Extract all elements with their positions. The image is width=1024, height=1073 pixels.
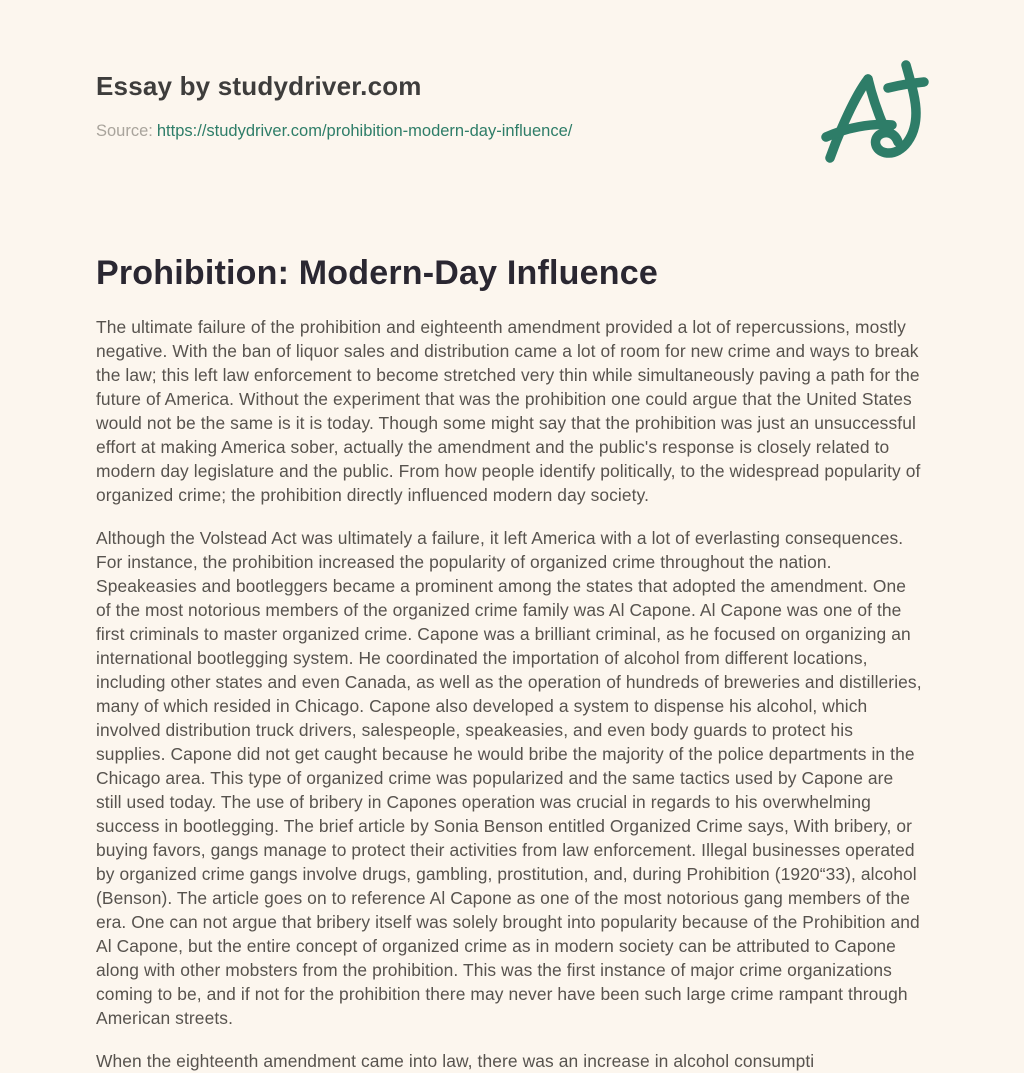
site-heading: Essay by studydriver.com — [96, 71, 422, 101]
essay-paragraph-2: Although the Volstead Act was ultimately a failure, it left America with a lot of everlasting consequences. For instance, the prohibition increased the popularity of organized crime throughout the nation. Speakeasies and bootleggers became a prominent among the states that adopted the amendment. One of the most notorious members of the organized crime family was Al Capone. Al Capone was one of the first criminals to master organized crime. Capone was a brilliant criminal, as he focused on organizing an international bootlegging system. He coordinated the importation of alcohol from different locations, including other states and even Canada, as well as the operation of hundreds of breweries and distilleries, many of which resided in Chicago. Capone also developed a system to dispense his alcohol, which involved distribution truck drivers, salespeople, speakeasies, and even body guards to protect his supplies. Capone did not get caught because he would bribe the majority of the police departments in the Chicago area. This type of organized crime was popularized and the same tactics used by Capone are still used today. The use of bribery in Capones operation was crucial in regards to his overwhelming success in bootlegging. The brief article by Sonia Benson entitled Organized Crime says, With bribery, or buying favors, gangs manage to protect their activities from law enforcement. Illegal businesses operated by organized crime gangs involve drugs, gambling, prostitution, and, during Prohibition (1920“33), alcohol (Benson). The article goes on to reference Al Capone as one of the most notorious gang members of the era. One can not argue that bribery itself was solely brought into popularity because of the Prohibition and Al Capone, but the entire concept of organized crime as in modern society can be attributed to Capone along with other mobsters from the prohibition. This was the first instance of major crime organizations coming to be, and if not for the prohibition there may never have been such large crime rampant through American streets. — [96, 527, 922, 1028]
a-plus-logo-icon — [822, 58, 942, 176]
source-url-link[interactable]: https://studydriver.com/prohibition-modern-day-influence/ — [156, 121, 573, 140]
source-label: Source: — [96, 121, 153, 140]
essay-body — [96, 315, 923, 1073]
source-line — [96, 122, 704, 142]
essay-title: Prohibition: Modern-Day Influence — [96, 253, 658, 292]
document-header — [96, 72, 924, 142]
essay-paragraph-1: The ultimate failure of the prohibition and eighteenth amendment provided a lot of repercussions, mostly negative. With the ban of liquor sales and distribution came a lot of room for new crime and ways to break the law; this left law enforcement to become stretched very thin while simultaneously paving a path for the future of America. Without the experiment that was the prohibition one could argue that the United States would not be the same is it is today. Though some might say that the prohibition was just an unsuccessful effort at making America sober, actually the amendment and the public's response is closely related to modern day legislature and the public. From how people identify politically, to the widespread popularity of organized crime; the prohibition directly influenced modern day society. — [96, 316, 921, 505]
essay-paragraph-3: When the eighteenth amendment came into law, there was an increase in alcohol consumpti — [96, 1050, 815, 1071]
